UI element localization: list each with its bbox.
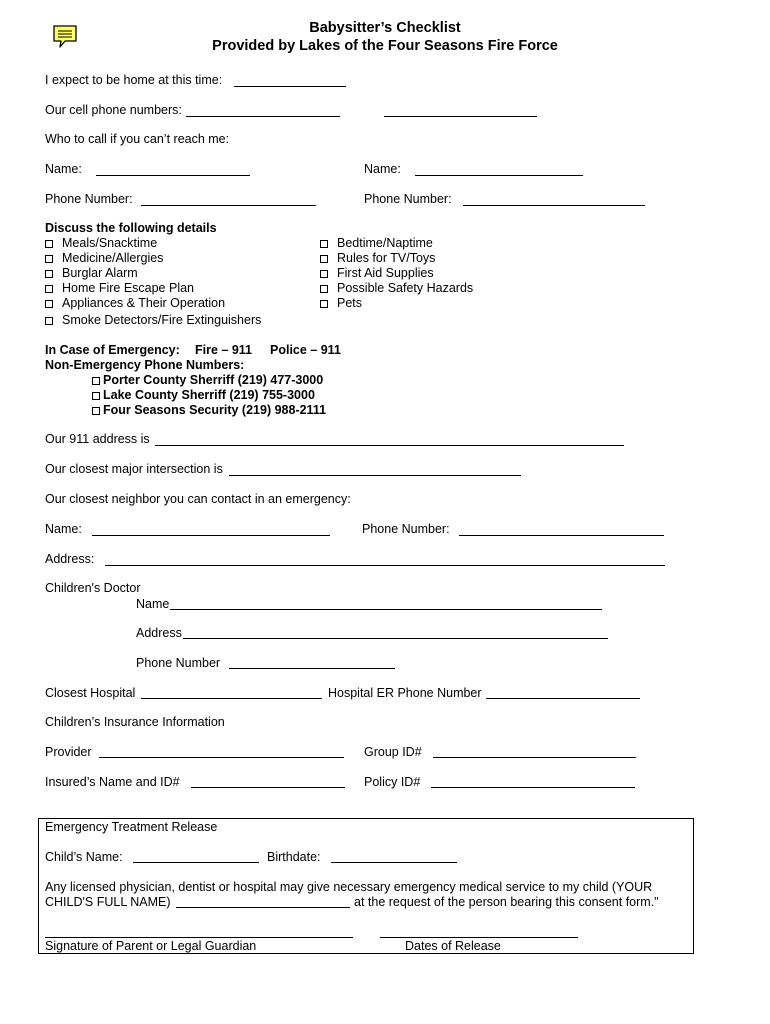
- child-full-name-field[interactable]: [176, 907, 350, 908]
- insured-label: Insured’s Name and ID#: [45, 775, 180, 789]
- neighbor-phone-label: Phone Number:: [362, 522, 450, 536]
- checkbox[interactable]: [92, 407, 100, 415]
- non-emergency-item: Lake County Sherriff (219) 755-3000: [92, 388, 315, 402]
- er-phone-field[interactable]: [486, 698, 640, 699]
- provider-label: Provider: [45, 745, 92, 759]
- neighbor-name-label: Name:: [45, 522, 82, 536]
- contact1-phone-field[interactable]: [141, 205, 316, 206]
- checkbox[interactable]: [320, 255, 328, 263]
- neighbor-phone-field[interactable]: [459, 535, 664, 536]
- dates-label: Dates of Release: [405, 939, 501, 953]
- checkbox[interactable]: [320, 240, 328, 248]
- doctor-address-label: Address: [136, 626, 182, 640]
- checklist-item[interactable]: Burglar Alarm: [45, 266, 138, 280]
- neighbor-address-field[interactable]: [105, 565, 665, 566]
- fire-number: Fire – 911: [195, 343, 252, 357]
- signature-field[interactable]: [45, 937, 353, 938]
- checkbox[interactable]: [45, 317, 53, 325]
- checkbox[interactable]: [45, 285, 53, 293]
- checklist-item[interactable]: Home Fire Escape Plan: [45, 281, 194, 295]
- group-id-field[interactable]: [433, 757, 636, 758]
- page-subtitle: Provided by Lakes of the Four Seasons Fire Force: [212, 38, 558, 54]
- checklist-item[interactable]: Appliances & Their Operation: [45, 296, 225, 310]
- intersection-label: Our closest major intersection is: [45, 462, 223, 476]
- policy-id-field[interactable]: [431, 787, 635, 788]
- contact1-name-label: Name:: [45, 162, 82, 176]
- non-emergency-item: Four Seasons Security (219) 988-2111: [92, 403, 326, 417]
- policy-id-label: Policy ID#: [364, 775, 421, 789]
- contact2-name-label: Name:: [364, 162, 401, 176]
- emergency-label: In Case of Emergency:: [45, 343, 180, 357]
- consent-text-line2b: at the request of the person bearing this consent form.": [354, 895, 659, 909]
- hospital-label: Closest Hospital: [45, 686, 136, 700]
- who-to-call-label: Who to call if you can’t reach me:: [45, 132, 230, 146]
- checklist-item[interactable]: Medicine/Allergies: [45, 251, 163, 265]
- checkbox[interactable]: [45, 270, 53, 278]
- doctor-name-field[interactable]: [170, 609, 602, 610]
- home-time-label: I expect to be home at this time:: [45, 73, 223, 87]
- address-911-field[interactable]: [155, 445, 624, 446]
- checklist-item[interactable]: Rules for TV/Toys: [320, 251, 435, 265]
- cell-phone-label: Our cell phone numbers:: [45, 103, 182, 117]
- cell-phone-field-1[interactable]: [186, 116, 340, 117]
- doctor-name-label: Name: [136, 597, 170, 611]
- checkbox[interactable]: [45, 240, 53, 248]
- checkbox[interactable]: [320, 270, 328, 278]
- child-name-label: Child’s Name:: [45, 850, 123, 864]
- neighbor-name-field[interactable]: [92, 535, 330, 536]
- discuss-heading: Discuss the following details: [45, 221, 217, 235]
- cell-phone-field-2[interactable]: [384, 116, 537, 117]
- home-time-field[interactable]: [234, 86, 346, 87]
- contact2-phone-label: Phone Number:: [364, 192, 452, 206]
- police-number: Police – 911: [270, 343, 341, 357]
- non-emergency-item: Porter County Sherriff (219) 477-3000: [92, 373, 323, 387]
- contact2-name-field[interactable]: [415, 175, 583, 176]
- release-heading: Emergency Treatment Release: [45, 820, 218, 834]
- birthdate-label: Birthdate:: [267, 850, 321, 864]
- checklist-item[interactable]: Bedtime/Naptime: [320, 236, 433, 250]
- checklist-item[interactable]: Meals/Snacktime: [45, 236, 157, 250]
- contact1-name-field[interactable]: [96, 175, 250, 176]
- neighbor-label: Our closest neighbor you can contact in an emergency:: [45, 492, 351, 506]
- group-id-label: Group ID#: [364, 745, 422, 759]
- insurance-label: Children’s Insurance Information: [45, 715, 225, 729]
- doctor-address-field[interactable]: [183, 638, 608, 639]
- checkbox[interactable]: [92, 377, 100, 385]
- consent-text-line2a: CHILD'S FULL NAME): [45, 895, 171, 909]
- insured-field[interactable]: [191, 787, 345, 788]
- checklist-item[interactable]: Possible Safety Hazards: [320, 281, 473, 295]
- child-name-field[interactable]: [133, 862, 259, 863]
- page-title: Babysitter’s Checklist: [309, 20, 461, 36]
- checkbox[interactable]: [45, 255, 53, 263]
- checkbox[interactable]: [320, 300, 328, 308]
- contact1-phone-label: Phone Number:: [45, 192, 133, 206]
- checkbox[interactable]: [320, 285, 328, 293]
- provider-field[interactable]: [99, 757, 344, 758]
- er-phone-label: Hospital ER Phone Number: [328, 686, 482, 700]
- consent-text-line1: Any licensed physician, dentist or hospital may give necessary emergency medical service to my child (YOUR: [45, 880, 653, 894]
- hospital-field[interactable]: [141, 698, 322, 699]
- dates-field[interactable]: [380, 937, 578, 938]
- checklist-item[interactable]: Pets: [320, 296, 362, 310]
- doctor-phone-label: Phone Number: [136, 656, 221, 670]
- birthdate-field[interactable]: [331, 862, 457, 863]
- checkbox[interactable]: [92, 392, 100, 400]
- non-emergency-label: Non-Emergency Phone Numbers:: [45, 358, 245, 372]
- signature-label: Signature of Parent or Legal Guardian: [45, 939, 257, 953]
- address-911-label: Our 911 address is: [45, 432, 150, 446]
- intersection-field[interactable]: [229, 475, 521, 476]
- doctor-label: Children's Doctor: [45, 581, 141, 595]
- checklist-item[interactable]: Smoke Detectors/Fire Extinguishers: [45, 313, 261, 327]
- checklist-item[interactable]: First Aid Supplies: [320, 266, 434, 280]
- doctor-phone-field[interactable]: [229, 668, 395, 669]
- checkbox[interactable]: [45, 300, 53, 308]
- neighbor-address-label: Address:: [45, 552, 95, 566]
- contact2-phone-field[interactable]: [463, 205, 645, 206]
